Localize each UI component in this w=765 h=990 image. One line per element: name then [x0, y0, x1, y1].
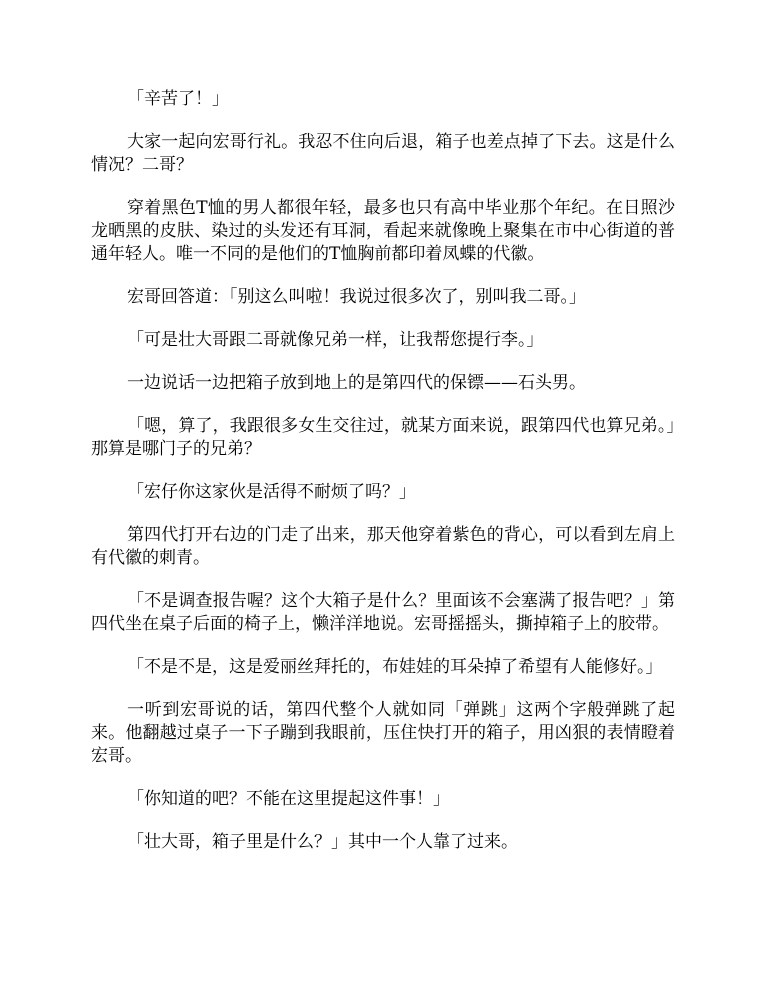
paragraph-1: 「辛苦了！」 — [127, 89, 229, 109]
paragraph-10: 「不是调查报告喔？这个大箱子是什么？里面该不会塞满了报告吧？」第四代坐在桌子后面的椅子上，懒洋洋地说。宏哥摇摇头，撕掉箱子上的胶带。 — [91, 591, 675, 634]
paragraph-9: 第四代打开右边的门走了出来，那天他穿着紫色的背心，可以看到左肩上有代徽的刺青。 — [91, 525, 675, 568]
paragraph-3: 穿着黑色T恤的男人都很年轻，最多也只有高中毕业那个年纪。在日照沙龙晒黑的皮肤、染过的头发还有耳洞，看起来就像晚上聚集在市中心街道的普通年轻人。唯一不同的是他们的T恤胸前都印着凤蝶的代徽。 — [91, 198, 675, 264]
paragraph-2: 大家一起向宏哥行礼。我忍不住向后退，箱子也差点掉了下去。这是什么情况？二哥？ — [91, 132, 675, 175]
paragraph-11: 「不是不是，这是爱丽丝拜托的，布娃娃的耳朵掉了希望有人能修好。」 — [127, 657, 663, 677]
paragraph-5: 「可是壮大哥跟二哥就像兄弟一样，让我帮您提行李。」 — [127, 330, 544, 350]
paragraph-12: 一听到宏哥说的话，第四代整个人就如同「弹跳」这两个字般弹跳了起来。他翻越过桌子一下子蹦到我眼前，压住快打开的箱子，用凶狠的表情瞪着宏哥。 — [91, 700, 675, 766]
paragraph-4: 宏哥回答道：「别这么叫啦！我说过很多次了，别叫我二哥。」 — [127, 287, 586, 307]
paragraph-8: 「宏仔你这家伙是活得不耐烦了吗？」 — [127, 482, 416, 502]
paragraph-14: 「壮大哥，箱子里是什么？」其中一个人靠了过来。 — [127, 832, 518, 852]
paragraph-7: 「嗯，算了，我跟很多女生交往过，就某方面来说，跟第四代也算兄弟。」那算是哪门子的兄弟？ — [91, 416, 675, 459]
paragraph-13: 「你知道的吧？不能在这里提起这件事！」 — [127, 789, 450, 809]
paragraph-6: 一边说话一边把箱子放到地上的是第四代的保镖——石头男。 — [127, 373, 586, 393]
document-page — [91, 88, 675, 874]
